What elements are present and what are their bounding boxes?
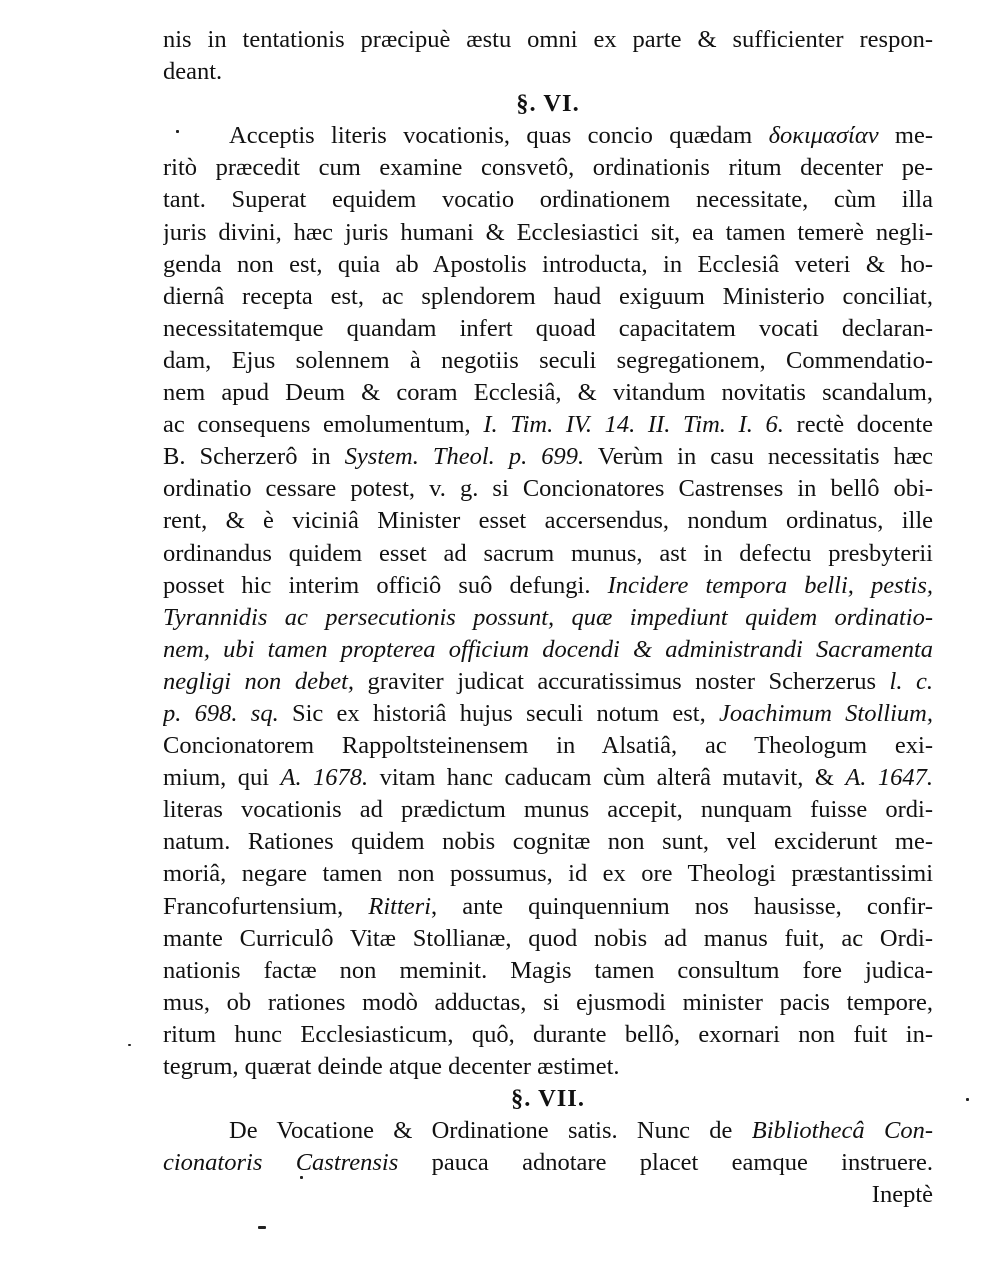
text-run: rectè docente xyxy=(783,411,933,439)
section-heading-vii: §. VII. xyxy=(511,1085,585,1113)
text-run: rent, & è viciniâ Minister esset accersendus, nondum ordinatus, ille xyxy=(163,507,933,535)
text-run: graviter judicat accuratissimus noster Scherzerus xyxy=(354,667,890,695)
text-run: deant. xyxy=(163,58,223,86)
catchword: Ineptè xyxy=(871,1181,933,1209)
text-run: , ante quinquennium nos hausisse, confir- xyxy=(431,892,933,920)
text-line xyxy=(163,473,933,505)
text-run: De Vocatione & Ordinatione satis. Nunc de xyxy=(229,1117,752,1145)
text-line xyxy=(163,826,933,858)
italic-run: A. 1678. xyxy=(280,764,369,792)
italic-run: cionatoris Castrensis xyxy=(163,1149,399,1177)
text-line xyxy=(163,1115,933,1147)
text-line xyxy=(163,56,933,88)
text-line xyxy=(163,120,933,152)
text-line xyxy=(163,505,933,537)
text-run: nis in tentationis præcipuè æstu omni ex parte & sufficienter respon- xyxy=(163,26,933,53)
text-line xyxy=(163,794,933,826)
text-line xyxy=(163,313,933,345)
text-run: posset hic interim officiô suô defungi. xyxy=(163,571,608,599)
text-run: genda non est, quia ab Apostolis introducta, in Ecclesiâ veteri & ho- xyxy=(163,250,933,278)
italic-run: A. 1647. xyxy=(845,764,933,792)
italic-run: Tyrannidis ac persecutionis possunt, quæ impediunt quidem ordinatio- xyxy=(163,603,933,631)
text-run: vitam hanc caducam cùm alterâ mutavit, & xyxy=(368,764,846,792)
text-run: mium, qui xyxy=(163,764,281,792)
text-line xyxy=(163,666,933,698)
italic-run: Ritteri xyxy=(368,892,432,920)
text-line xyxy=(163,184,933,216)
text-run: necessitatemque quandam infert quoad capacitatem vocati declaran- xyxy=(163,314,933,342)
italic-run: δοκιμασίαν xyxy=(768,122,879,150)
text-run: ritò præcedit cum examine consvetô, ordinationis ritum decenter pe- xyxy=(163,154,933,182)
text-run: moriâ, negare tamen non possumus, id ex ore Theologi præstantissimi xyxy=(163,860,933,888)
text-run: me- xyxy=(878,122,933,150)
italic-run: I. Tim. IV. 14. II. Tim. I. 6. xyxy=(483,411,784,439)
text-line xyxy=(163,409,933,441)
text-line xyxy=(163,634,933,666)
text-line xyxy=(163,730,933,762)
text-line xyxy=(163,891,933,923)
text-run: ordinatio cessare potest, v. g. si Concionatores Castrenses in bellô obi- xyxy=(163,475,933,503)
italic-run: System. Theol. p. 699. xyxy=(344,443,585,471)
text-run: diernâ recepta est, ac splendorem haud exiguum Ministerio conciliat, xyxy=(163,282,933,310)
text-run: natum. Rationes quidem nobis cognitæ non sunt, vel exciderunt me- xyxy=(163,828,933,856)
text-line xyxy=(163,698,933,730)
text-line xyxy=(163,249,933,281)
italic-run: nem, ubi tamen propterea officium docendi & administrandi Sacramenta xyxy=(163,635,933,663)
text-run: Francofurtensium, xyxy=(163,892,369,920)
text-line xyxy=(163,1051,933,1083)
text-run: Acceptis literis vocationis, quas concio quædam xyxy=(229,122,769,150)
text-line xyxy=(163,24,933,56)
text-line xyxy=(163,538,933,570)
text-column xyxy=(163,24,933,1211)
scan-speck xyxy=(258,1226,266,1229)
text-run: nationis factæ non meminit. Magis tamen consultum fore judica- xyxy=(163,956,933,984)
text-run: tegrum, quærat deinde atque decenter æstimet. xyxy=(163,1053,620,1080)
text-line xyxy=(163,377,933,409)
text-line xyxy=(163,923,933,955)
text-line xyxy=(163,1147,933,1179)
text-line xyxy=(163,441,933,473)
text-line xyxy=(163,217,933,249)
scan-speck xyxy=(966,1098,969,1101)
text-run: dam, Ejus solennem à negotiis seculi segregationem, Commendatio- xyxy=(163,346,933,374)
text-run: pauca adnotare placet eamque instruere. xyxy=(398,1149,933,1177)
text-run: ritum hunc Ecclesiasticum, quô, durante bellô, exornari non fuit in- xyxy=(163,1020,933,1048)
text-line xyxy=(163,345,933,377)
scan-speck xyxy=(128,1044,131,1046)
text-run: literas vocationis ad prædictum munus accepit, nunquam fuisse ordi- xyxy=(163,796,933,824)
text-run: ac consequens emolumentum, xyxy=(163,411,484,439)
scan-speck xyxy=(300,1176,303,1179)
text-line xyxy=(163,281,933,313)
text-run: B. Scherzerô in xyxy=(163,443,345,471)
section-heading-vi: §. VI. xyxy=(516,90,580,118)
text-line xyxy=(163,987,933,1019)
text-run: nem apud Deum & coram Ecclesiâ, & vitandum novitatis scandalum, xyxy=(163,379,933,407)
text-line xyxy=(163,955,933,987)
text-line xyxy=(163,570,933,602)
text-run: mus, ob rationes modò adductas, si ejusmodi minister pacis tempore, xyxy=(163,988,933,1016)
scan-speck xyxy=(176,130,179,133)
text-run: Verùm in casu necessitatis hæc xyxy=(584,443,933,471)
text-run: tant. Superat equidem vocatio ordinationem necessitate, cùm illa xyxy=(163,186,933,214)
text-run: juris divini, hæc juris humani & Ecclesiastici sit, ea tamen temerè negli- xyxy=(163,218,933,246)
text-line xyxy=(163,1019,933,1051)
italic-run: negligi non debet, xyxy=(163,667,355,695)
text-run: Sic ex historiâ hujus seculi notum est, xyxy=(278,699,719,727)
text-run: ordinandus quidem esset ad sacrum munus, ast in defectu presbyterii xyxy=(163,539,933,567)
italic-run: p. 698. sq. xyxy=(163,699,279,727)
text-run: Concionatorem Rappoltsteinensem in Alsatiâ, ac Theologum exi- xyxy=(163,732,933,760)
italic-run: l. c. xyxy=(889,667,933,695)
italic-run: Bibliothecâ Con- xyxy=(751,1117,933,1145)
italic-run: Joachimum Stollium, xyxy=(718,699,933,727)
text-line xyxy=(163,152,933,184)
italic-run: Incidere tempora belli, pestis, xyxy=(607,571,933,599)
text-line xyxy=(163,858,933,890)
text-line xyxy=(163,762,933,794)
text-run: mante Curriculô Vitæ Stollianæ, quod nobis ad manus fuit, ac Ordi- xyxy=(163,924,933,952)
text-line xyxy=(163,602,933,634)
